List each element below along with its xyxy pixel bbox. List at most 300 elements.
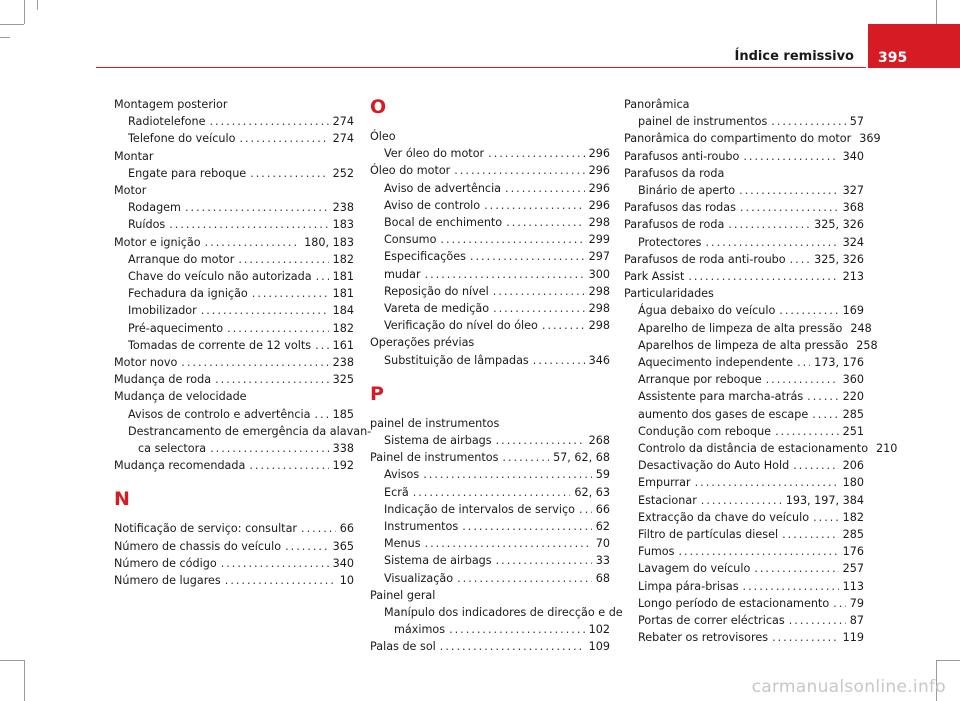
index-entry bbox=[370, 266, 610, 283]
index-entry-term: Pré-aquecimento bbox=[128, 321, 224, 335]
index-entry-page: 176 bbox=[842, 545, 864, 559]
index-entry bbox=[370, 466, 610, 483]
index-entry-term: Painel de instrumentos bbox=[370, 451, 499, 465]
header-rule bbox=[96, 67, 866, 68]
index-entry bbox=[114, 130, 354, 147]
index-entry-term: Estacionar bbox=[638, 493, 697, 507]
index-entry-page: 193, 197, 384 bbox=[785, 493, 864, 507]
index-entry-page: 10 bbox=[339, 574, 354, 588]
index-entry bbox=[370, 162, 610, 179]
index-entry bbox=[624, 148, 864, 165]
index-entry-term: aumento dos gases de escape bbox=[638, 407, 809, 421]
index-entry-term: Empurrar bbox=[638, 476, 691, 490]
index-entry-page: 274 bbox=[332, 132, 354, 146]
index-entry-term: Limpa pára-brisas bbox=[638, 579, 739, 593]
index-entry-page: 238 bbox=[332, 356, 354, 370]
index-entry-page: 369 bbox=[859, 132, 881, 146]
index-entry-page: 338 bbox=[332, 442, 354, 456]
index-entry-term: Água debaixo do veículo bbox=[638, 304, 776, 318]
index-entry-page: 285 bbox=[842, 407, 864, 421]
index-entry-term: Reposição do nível bbox=[384, 284, 489, 298]
index-entry-term: Aquecimento independente bbox=[638, 356, 794, 370]
index-entry bbox=[370, 432, 610, 449]
index-entry-term: Lavagem do veículo bbox=[638, 562, 751, 576]
index-column-3 bbox=[624, 96, 898, 647]
index-entry bbox=[370, 180, 610, 197]
index-entry bbox=[114, 320, 354, 337]
index-entry-page: 102 bbox=[588, 623, 610, 637]
index-entry bbox=[370, 214, 610, 231]
dot-leader bbox=[484, 197, 585, 214]
crop-mark bbox=[37, 0, 38, 10]
index-entry bbox=[114, 371, 354, 388]
dot-leader bbox=[695, 474, 839, 491]
index-entry-page: 180, 183 bbox=[304, 235, 354, 249]
index-entry-term: Ruídos bbox=[128, 218, 166, 232]
dot-leader bbox=[505, 180, 585, 197]
index-entry-term: Ver óleo do motor bbox=[384, 147, 485, 161]
index-entry-term: máximos bbox=[394, 623, 446, 637]
dot-leader bbox=[252, 285, 329, 302]
index-entry bbox=[624, 406, 864, 423]
dot-leader bbox=[423, 466, 592, 483]
dot-leader bbox=[743, 578, 839, 595]
crop-mark bbox=[936, 660, 960, 661]
index-entry-term: Palas de sol bbox=[370, 640, 436, 654]
index-entry bbox=[370, 197, 610, 214]
index-entry bbox=[370, 484, 610, 501]
index-entry-term: Aparelho de limpeza de alta pressão bbox=[638, 321, 843, 335]
index-entry bbox=[624, 388, 864, 405]
index-entry-term: Avisos de controlo e advertência bbox=[128, 407, 311, 421]
index-entry bbox=[114, 302, 354, 319]
crop-mark bbox=[0, 37, 10, 38]
index-entry-page: 298 bbox=[588, 216, 610, 230]
index-entry bbox=[114, 457, 354, 474]
index-entry-page: 251 bbox=[842, 424, 864, 438]
dot-leader bbox=[316, 268, 329, 285]
watermark: carmanualsonline.info bbox=[751, 677, 946, 697]
index-entry bbox=[114, 406, 354, 423]
index-entry-term: Número de lugares bbox=[114, 574, 221, 588]
index-entry-page: 325 bbox=[332, 373, 354, 387]
dot-leader bbox=[771, 113, 845, 130]
index-entry bbox=[370, 231, 610, 248]
index-entry-page: 324 bbox=[842, 235, 864, 249]
index-entry bbox=[624, 629, 864, 646]
index-entry bbox=[114, 337, 354, 354]
index-letter-heading: N bbox=[114, 488, 130, 511]
index-letter-heading: P bbox=[370, 382, 384, 405]
dot-leader bbox=[807, 388, 838, 405]
index-entry-term: Mudança recomendada bbox=[114, 459, 246, 473]
index-entry bbox=[624, 216, 864, 233]
index-entry-page: 325, 326 bbox=[814, 252, 864, 266]
index-entry-page: 181 bbox=[332, 287, 354, 301]
dot-leader bbox=[215, 371, 329, 388]
dot-leader bbox=[813, 509, 839, 526]
dot-leader bbox=[740, 199, 839, 216]
index-entry bbox=[624, 199, 864, 216]
index-entry-term: painel de instrumentos bbox=[638, 115, 768, 129]
dot-leader bbox=[201, 302, 329, 319]
index-subheading: Destrancamento de emergência da alavan- bbox=[128, 424, 372, 438]
index-entry bbox=[370, 283, 610, 300]
index-entry-term: Longo período de estacionamento bbox=[638, 596, 830, 610]
dot-leader bbox=[301, 520, 336, 537]
index-entry-page: 68 bbox=[595, 571, 610, 585]
dot-leader bbox=[185, 199, 329, 216]
dot-leader bbox=[250, 165, 328, 182]
index-entry-page: 183 bbox=[332, 218, 354, 232]
index-entry bbox=[624, 509, 864, 526]
index-entry-page: 285 bbox=[842, 528, 864, 542]
index-entry bbox=[370, 501, 610, 518]
index-entry-term: Indicação de intervalos de serviço bbox=[384, 502, 576, 516]
index-entry bbox=[114, 234, 354, 251]
index-entry-term: Menus bbox=[384, 537, 421, 551]
index-entry bbox=[624, 440, 898, 457]
index-entry-term: Instrumentos bbox=[384, 520, 459, 534]
index-entry-page: 119 bbox=[842, 631, 864, 645]
crop-mark bbox=[24, 660, 25, 701]
index-entry-term: Motor novo bbox=[114, 356, 178, 370]
index-entry bbox=[114, 440, 354, 457]
dot-leader bbox=[496, 432, 585, 449]
index-heading: Motor bbox=[114, 184, 147, 198]
index-heading: Painel geral bbox=[370, 588, 436, 602]
page-title: Índice remissivo bbox=[734, 49, 854, 64]
dot-leader bbox=[782, 526, 839, 543]
dot-leader bbox=[440, 638, 585, 655]
dot-leader bbox=[462, 518, 592, 535]
index-entry bbox=[624, 234, 864, 251]
index-entry-term: Substituição de lâmpadas bbox=[384, 353, 529, 367]
index-entry bbox=[370, 300, 610, 317]
index-entry bbox=[370, 570, 610, 587]
index-entry-page: 346 bbox=[588, 353, 610, 367]
dot-leader bbox=[812, 406, 838, 423]
dot-leader bbox=[701, 492, 782, 509]
index-entry-term: Consumo bbox=[384, 233, 437, 247]
index-entry bbox=[370, 449, 610, 466]
dot-leader bbox=[454, 162, 584, 179]
crop-mark bbox=[936, 0, 937, 24]
index-entry-term: Rebater os retrovisores bbox=[638, 631, 769, 645]
dot-leader bbox=[493, 300, 585, 317]
dot-leader bbox=[314, 406, 328, 423]
index-heading: Panorâmica bbox=[624, 98, 690, 111]
index-subheading: Manípulo dos indicadores de direcção e de bbox=[384, 606, 623, 620]
index-entry-term: Protectores bbox=[638, 235, 702, 249]
index-entry-term: Número de código bbox=[114, 556, 217, 570]
index-entry bbox=[624, 182, 864, 199]
index-entry bbox=[370, 518, 610, 535]
index-entry bbox=[114, 113, 354, 130]
index-entry-page: 213 bbox=[842, 270, 864, 284]
dot-leader bbox=[506, 214, 584, 231]
index-entry bbox=[624, 113, 864, 130]
index-entry bbox=[624, 474, 864, 491]
index-heading: painel de instrumentos bbox=[370, 416, 500, 430]
index-entry-term: Fumos bbox=[638, 545, 675, 559]
dot-leader bbox=[739, 182, 839, 199]
index-entry bbox=[624, 337, 878, 354]
index-entry-term: Tomadas de corrente de 12 volts bbox=[128, 338, 312, 352]
index-entry bbox=[624, 320, 872, 337]
index-entry bbox=[114, 538, 354, 555]
dot-leader bbox=[790, 251, 811, 268]
index-entry-page: 258 bbox=[856, 338, 878, 352]
index-entry bbox=[114, 354, 354, 371]
page-number-badge: 395 bbox=[868, 24, 960, 68]
index-entry-page: 360 bbox=[842, 373, 864, 387]
dot-leader bbox=[225, 572, 336, 589]
dot-leader bbox=[239, 130, 328, 147]
index-entry-page: 296 bbox=[588, 198, 610, 212]
index-entry bbox=[370, 317, 610, 334]
index-entry-term: Aparelhos de limpeza de alta pressão bbox=[638, 338, 849, 352]
index-heading: Montar bbox=[114, 149, 154, 163]
index-entry-page: 340 bbox=[842, 149, 864, 163]
index-entry-page: 368 bbox=[842, 201, 864, 215]
index-entry-page: 298 bbox=[588, 284, 610, 298]
index-entry-page: 66 bbox=[339, 522, 354, 536]
index-entry-page: 70 bbox=[595, 537, 610, 551]
index-entry-term: Óleo do motor bbox=[370, 164, 451, 178]
index-entry-term: Ecrã bbox=[384, 485, 409, 499]
index-column-1 bbox=[114, 96, 372, 589]
dot-leader bbox=[209, 113, 328, 130]
index-entry-page: 248 bbox=[850, 321, 872, 335]
index-entry-page: 57, 62, 68 bbox=[553, 451, 610, 465]
index-entry bbox=[624, 526, 864, 543]
index-entry bbox=[624, 560, 864, 577]
index-entry-page: 299 bbox=[588, 233, 610, 247]
index-entry-term: Visualização bbox=[384, 571, 454, 585]
index-entry-page: 268 bbox=[588, 434, 610, 448]
dot-leader bbox=[502, 449, 549, 466]
index-entry-term: Arranque do motor bbox=[128, 252, 235, 266]
dot-leader bbox=[425, 266, 585, 283]
dot-leader bbox=[315, 337, 329, 354]
crop-mark bbox=[0, 660, 24, 661]
dot-leader bbox=[579, 501, 592, 518]
index-letter-heading: O bbox=[370, 96, 387, 118]
index-entry bbox=[114, 199, 354, 216]
index-entry bbox=[114, 251, 354, 268]
index-entry-term: Filtro de partículas diesel bbox=[638, 528, 779, 542]
index-entry bbox=[624, 492, 864, 509]
index-entry-term: Mudança de roda bbox=[114, 373, 212, 387]
index-entry-page: 33 bbox=[595, 554, 610, 568]
dot-leader bbox=[496, 552, 592, 569]
dot-leader bbox=[728, 216, 810, 233]
index-entry-page: 297 bbox=[588, 250, 610, 264]
dot-leader bbox=[210, 440, 329, 457]
index-entry bbox=[624, 423, 864, 440]
index-entry-page: 182 bbox=[332, 321, 354, 335]
index-entry-page: 161 bbox=[332, 338, 354, 352]
dot-leader bbox=[743, 148, 838, 165]
index-entry-page: 113 bbox=[842, 579, 864, 593]
dot-leader bbox=[181, 354, 328, 371]
index-entry-page: 181 bbox=[332, 270, 354, 284]
dot-leader bbox=[470, 248, 585, 265]
index-entry-page: 296 bbox=[588, 181, 610, 195]
index-entry bbox=[114, 572, 354, 589]
index-column-2 bbox=[370, 96, 623, 656]
dot-leader bbox=[285, 538, 329, 555]
dot-leader bbox=[754, 560, 838, 577]
index-entry-page: 298 bbox=[588, 319, 610, 333]
index-entry-term: Bocal de enchimento bbox=[384, 216, 503, 230]
index-entry-page: 296 bbox=[588, 147, 610, 161]
dot-leader bbox=[779, 302, 838, 319]
dot-leader bbox=[797, 354, 810, 371]
index-entry bbox=[114, 165, 354, 182]
crop-mark bbox=[0, 24, 24, 25]
index-entry-page: 169 bbox=[842, 304, 864, 318]
dot-leader bbox=[789, 612, 846, 629]
index-entry bbox=[114, 285, 354, 302]
index-entry-term: Motor e ignição bbox=[114, 235, 201, 249]
index-entry-term: Portas de correr eléctricas bbox=[638, 614, 785, 628]
index-entry bbox=[114, 520, 354, 537]
index-entry-page: 252 bbox=[332, 166, 354, 180]
index-entry-term: Avisos bbox=[384, 468, 420, 482]
index-entry-page: 300 bbox=[588, 267, 610, 281]
index-entry-term: Chave do veículo não autorizada bbox=[128, 270, 312, 284]
dot-leader bbox=[221, 555, 329, 572]
index-entry bbox=[370, 145, 610, 162]
index-entry bbox=[114, 268, 354, 285]
index-entry-page: 192 bbox=[332, 459, 354, 473]
index-entry-page: 296 bbox=[588, 164, 610, 178]
index-entry bbox=[370, 248, 610, 265]
index-entry-term: Binário de aperto bbox=[638, 184, 736, 198]
index-entry bbox=[370, 535, 610, 552]
index-entry-page: 210 bbox=[876, 442, 898, 456]
index-entry bbox=[114, 555, 354, 572]
dot-leader bbox=[688, 268, 838, 285]
index-entry-page: 182 bbox=[332, 252, 354, 266]
index-entry-term: Desactivação do Auto Hold bbox=[638, 459, 790, 473]
dot-leader bbox=[766, 371, 839, 388]
index-entry-page: 59 bbox=[595, 468, 610, 482]
index-entry-page: 57 bbox=[849, 115, 864, 129]
index-entry-term: Especificações bbox=[384, 250, 466, 264]
dot-leader bbox=[413, 484, 571, 501]
index-entry-page: 109 bbox=[588, 640, 610, 654]
index-entry bbox=[624, 457, 864, 474]
index-heading: Montagem posterior bbox=[114, 98, 228, 111]
index-entry-term: Assistente para marcha-atrás bbox=[638, 390, 804, 404]
index-entry-page: 365 bbox=[332, 539, 354, 553]
index-entry-term: Verificação do nível do óleo bbox=[384, 319, 538, 333]
index-entry-term: Park Assist bbox=[624, 270, 685, 284]
index-entry-page: 274 bbox=[332, 115, 354, 129]
index-entry-term: Controlo da distância de estacionamento bbox=[638, 442, 869, 456]
dot-leader bbox=[705, 234, 838, 251]
index-entry bbox=[370, 638, 610, 655]
index-heading: Mudança de velocidade bbox=[114, 390, 247, 404]
index-entry-term: Aviso de controlo bbox=[384, 198, 481, 212]
dot-leader bbox=[457, 570, 592, 587]
index-entry bbox=[624, 302, 864, 319]
dot-leader bbox=[440, 231, 584, 248]
index-entry-term: Aviso de advertência bbox=[384, 181, 502, 195]
index-entry bbox=[624, 354, 864, 371]
index-entry-term: Telefone do veículo bbox=[128, 132, 236, 146]
index-entry-page: 184 bbox=[332, 304, 354, 318]
dot-leader bbox=[425, 535, 592, 552]
index-entry-term: Imobilizador bbox=[128, 304, 197, 318]
index-entry bbox=[370, 621, 610, 638]
index-entry-page: 340 bbox=[332, 556, 354, 570]
dot-leader bbox=[775, 423, 839, 440]
index-entry-term: Engate para reboque bbox=[128, 166, 247, 180]
index-entry-term: Fechadura da ignição bbox=[128, 287, 248, 301]
index-entry-term: Condução com reboque bbox=[638, 424, 772, 438]
index-entry-page: 185 bbox=[332, 407, 354, 421]
dot-leader bbox=[793, 457, 838, 474]
dot-leader bbox=[493, 283, 585, 300]
index-entry bbox=[624, 268, 864, 285]
index-heading: Óleo bbox=[370, 130, 396, 143]
index-heading: Operações prévias bbox=[370, 336, 475, 350]
index-entry-term: Parafusos das rodas bbox=[624, 201, 736, 215]
index-entry bbox=[624, 251, 864, 268]
index-entry bbox=[624, 595, 864, 612]
index-entry-page: 66 bbox=[595, 502, 610, 516]
dot-leader bbox=[227, 320, 329, 337]
index-entry-term: Arranque por reboque bbox=[638, 373, 762, 387]
dot-leader bbox=[449, 621, 585, 638]
index-entry-term: Parafusos de roda anti-roubo bbox=[624, 252, 786, 266]
index-entry-page: 62 bbox=[595, 520, 610, 534]
dot-leader bbox=[678, 543, 838, 560]
index-entry-term: Extracção da chave do veículo bbox=[638, 510, 810, 524]
dot-leader bbox=[833, 595, 846, 612]
index-entry bbox=[624, 612, 864, 629]
index-entry-page: 182 bbox=[842, 510, 864, 524]
index-entry-term: Parafusos de roda bbox=[624, 218, 725, 232]
index-entry-page: 79 bbox=[849, 596, 864, 610]
dot-leader bbox=[169, 216, 328, 233]
index-entry-term: Rodagem bbox=[128, 201, 181, 215]
index-entry bbox=[624, 130, 881, 147]
index-entry bbox=[624, 371, 864, 388]
index-entry-term: Notificação de serviço: consultar bbox=[114, 522, 298, 536]
index-entry-term: mudar bbox=[384, 267, 421, 281]
index-entry-page: 87 bbox=[849, 614, 864, 628]
dot-leader bbox=[533, 352, 585, 369]
index-entry-term: Vareta de medição bbox=[384, 302, 490, 316]
dot-leader bbox=[772, 629, 839, 646]
index-entry-term: Sistema de airbags bbox=[384, 434, 492, 448]
index-entry-term: Panorâmica do compartimento do motor bbox=[624, 132, 852, 146]
index-entry-page: 327 bbox=[842, 184, 864, 198]
index-entry-term: Sistema de airbags bbox=[384, 554, 492, 568]
index-entry-page: 206 bbox=[842, 459, 864, 473]
dot-leader bbox=[205, 234, 301, 251]
dot-leader bbox=[488, 145, 585, 162]
index-entry bbox=[370, 552, 610, 569]
index-entry-page: 325, 326 bbox=[814, 218, 864, 232]
index-entry bbox=[114, 216, 354, 233]
index-entry-term: Número de chassis do veículo bbox=[114, 539, 282, 553]
